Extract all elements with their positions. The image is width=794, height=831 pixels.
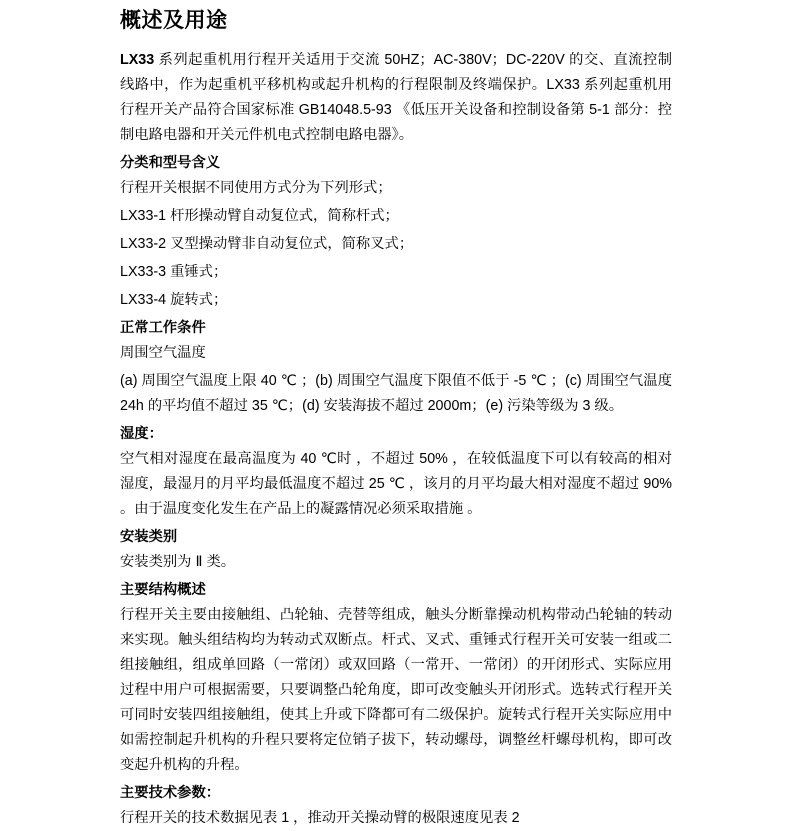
intro-paragraph xyxy=(120,48,672,148)
model-lx33-2: LX33-2 叉型操动臂非自动复位式，简称叉式； xyxy=(120,236,414,252)
structure-detail: 行程开关主要由接触组、凸轮轴、壳替等组成，触头分断靠操动机构带动凸轮轴的转动来实现。触头组结构均为转动式双断点。杆式、叉式、重锤式行程开关可安装一组或二组接触组，组成单回路（一常闭）或双回路（一常开、一常闭）的开闭形式、实际应用过程中用户可根据需要，只要调整凸轮角度，即可改变触头开闭形式。选转式行程开关可同时安装四组接触组，使其上升或下降都可有二级保护。旋转式行程开关实际应用中如需控制起升机构的升程只要将定位销子拔下，转动螺母，调整丝杆螺母机构，即可改变起升机构的升程。 xyxy=(120,607,672,773)
ambient-temp-label: 周围空气温度 xyxy=(120,345,206,361)
section-classification-heading: 分类和型号含义 xyxy=(120,155,221,171)
model-lx33-3: LX33-3 重锤式； xyxy=(120,264,228,280)
section-humidity-heading: 湿度： xyxy=(120,426,163,442)
section-tech-params-heading: 主要技术参数： xyxy=(120,785,221,801)
classification-intro: 行程开关根据不同使用方式分为下列形式； xyxy=(120,180,392,196)
section-structure-heading: 主要结构概述 xyxy=(120,582,206,598)
model-lx33-1: LX33-1 杆形操动臂自动复位式，简称杆式； xyxy=(120,208,399,224)
install-category-detail: 安装类别为 Ⅱ 类。 xyxy=(120,554,236,570)
intro-paragraph-rest: 系列起重机用行程开关适用于交流 50HZ；AC-380V；DC-220V 的交、直流控制线路中，作为起重机平移机构或起升机构的行程限制及终端保护。LX33 系列起重机用行程开关产品符合国家标准 GB14048.5-93 《低压开关设备和控制设备第 5-1 部分：控制电路电器和开关元件机电式控制电路电器》。 xyxy=(120,52,672,143)
humidity-detail: 空气相对湿度在最高温度为 40 ℃时 ，不超过 50% ，在较低温度下可以有较高的相对湿度，最湿月的月平均最低温度不超过 25 ℃ ，该月的月平均最大相对湿度不超过 90% 。由于温度变化发生在产品上的凝露情况必须采取措施 。 xyxy=(120,451,672,517)
ambient-temp-detail: (a) 周围空气温度上限 40 ℃ ；(b) 周围空气温度下限值不低于 -5 ℃ ；(c) 周围空气温度 24h 的平均值不超过 35 ℃；(d) 安装海拔不超过 2000m；(e) 污染等级为 3 级。 xyxy=(120,373,672,414)
page-title: 概述及用途 xyxy=(120,9,228,32)
tech-params-detail: 行程开关的技术数据见表 1 ，推动开关操动臂的极限速度见表 2 xyxy=(120,810,520,826)
section-working-conditions-heading: 正常工作条件 xyxy=(120,320,206,336)
intro-paragraph-lead: LX33 xyxy=(120,52,155,68)
model-lx33-4: LX33-4 旋转式； xyxy=(120,292,228,308)
section-install-category-heading: 安装类别 xyxy=(120,529,178,545)
document-page xyxy=(0,6,794,826)
